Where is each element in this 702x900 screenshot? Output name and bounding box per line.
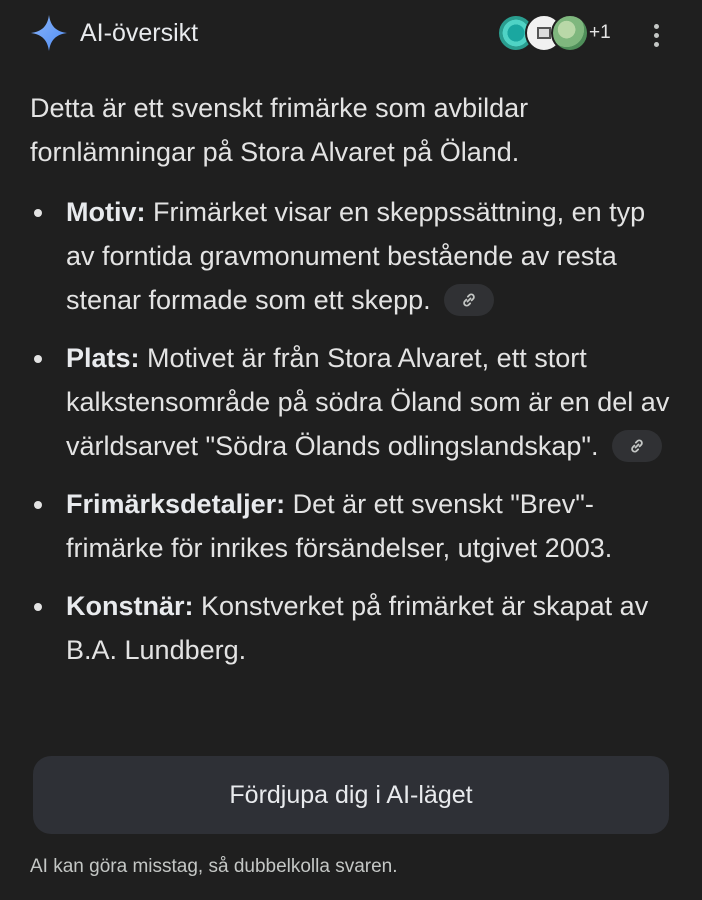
item-term: Konstnär: [66,591,194,621]
bullet [34,501,42,509]
list-item [30,482,680,570]
source-link-button[interactable] [612,430,662,462]
link-icon [628,437,646,455]
list-item [30,584,680,672]
item-text: Det är ett svenskt "Brev"-frimärke för inrikes försändelser, utgivet 2003. [66,489,613,563]
source-avatar[interactable] [551,14,589,52]
item-term: Plats: [66,343,140,373]
source-avatars[interactable] [497,14,587,52]
source-count[interactable]: +1 [589,22,611,43]
ai-mode-button[interactable]: Fördjupa dig i AI-läget [33,756,669,834]
item-text: Frimärket visar en skeppssättning, en typ av forntida gravmonument bestående av resta stenar formade som ett skepp. [66,197,646,315]
list-item [30,336,680,468]
item-text: Motivet är från Stora Alvaret, ett stort kalkstensområde på södra Öland som är en del av världsarvet "Södra Ölands odlingslandskap". [66,343,670,461]
list-item [30,190,680,322]
bullet [34,603,42,611]
intro-paragraph: Detta är ett svenskt frimärke som avbildar fornlämningar på Stora Alvaret på Öland. [30,93,529,167]
details-list [30,190,680,672]
header-title: AI-översikt [80,19,199,47]
item-term: Frimärksdetaljer: [66,489,286,519]
ai-overview-header [0,0,702,66]
disclaimer-text: AI kan göra misstag, så dubbelkolla svaren. [30,856,398,877]
bullet [34,355,42,363]
bullet [34,209,42,217]
link-icon [460,291,478,309]
item-term: Motiv: [66,197,146,227]
source-link-button[interactable] [444,284,494,316]
item-text: Konstverket på frimärket är skapat av B.A. Lundberg. [66,591,649,665]
more-vert-icon [654,24,659,29]
sparkle-icon [30,14,68,52]
more-options-button[interactable] [640,16,672,54]
